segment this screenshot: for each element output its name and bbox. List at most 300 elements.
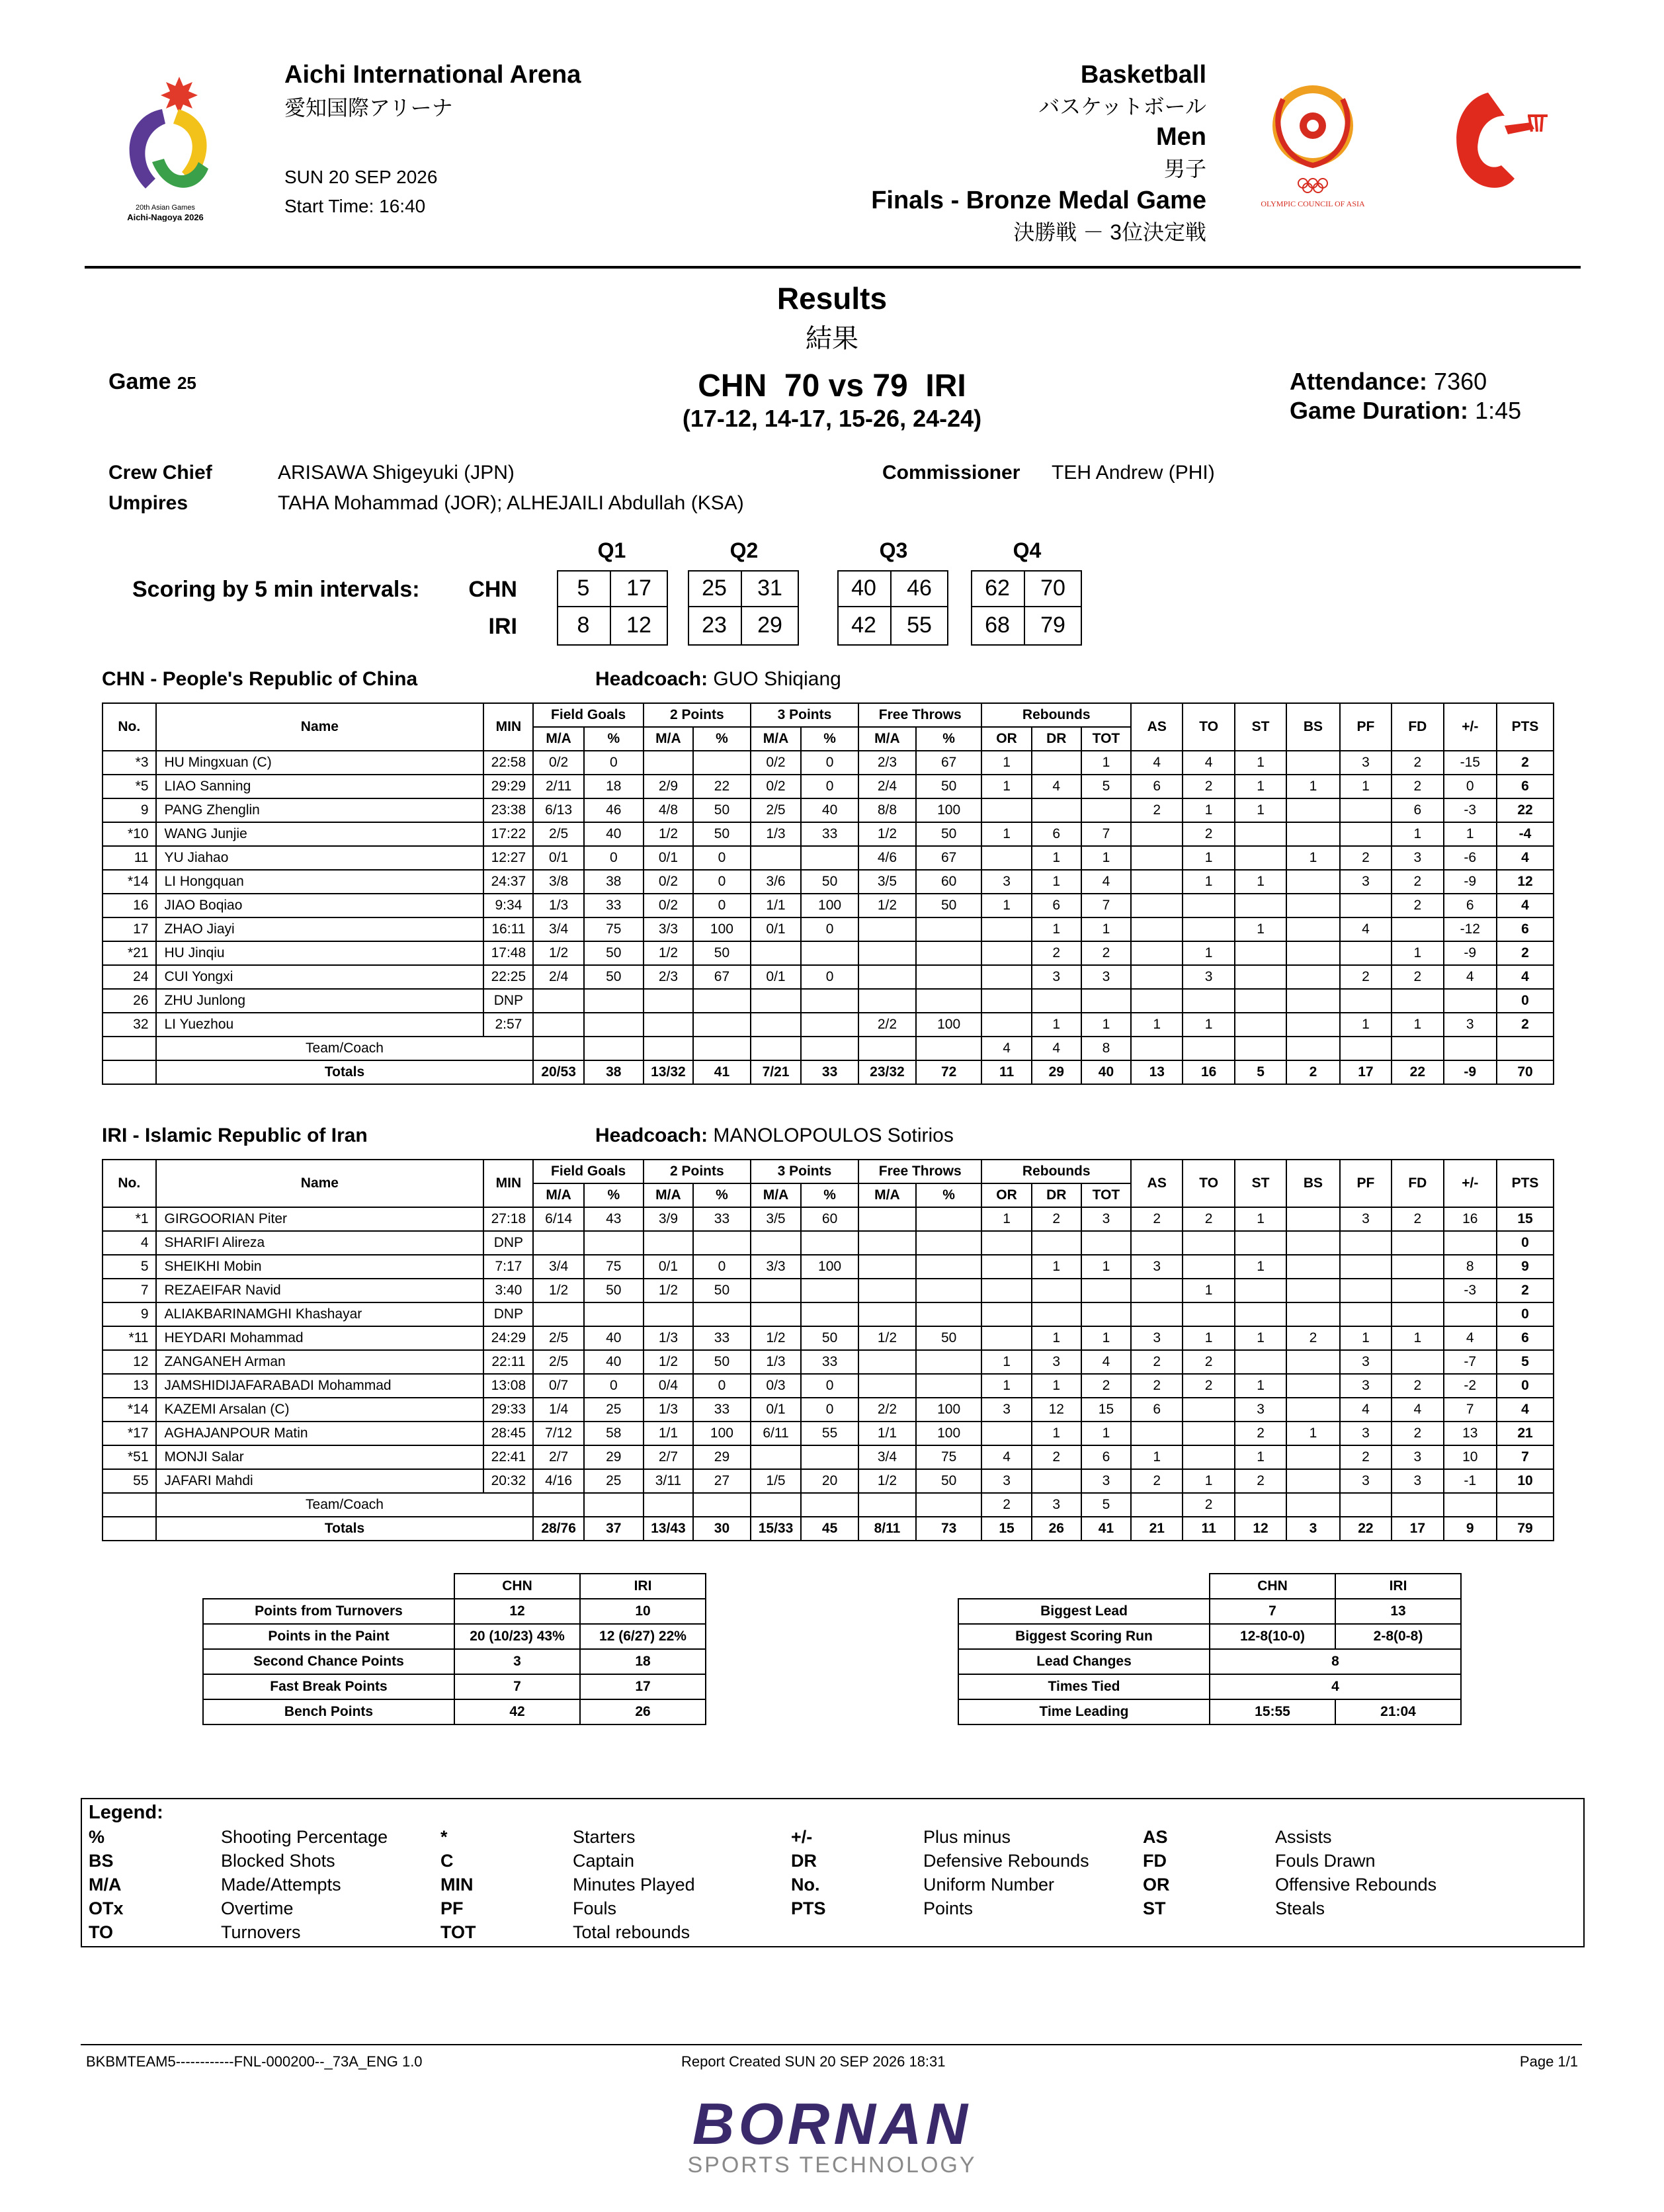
- cell-reb-tot: 1: [1081, 1255, 1131, 1279]
- cell-no: *11: [103, 1326, 156, 1350]
- basketball-pictogram: [1442, 79, 1554, 198]
- cell-st: [1235, 846, 1286, 870]
- cell-reb-dr: 4: [1032, 1037, 1081, 1060]
- page-title-ja: 結果: [806, 324, 858, 353]
- cell-p3-ma: 1/1: [751, 894, 801, 917]
- quarter-label-q4: Q4: [1013, 538, 1042, 562]
- cell-reb-tot: 1: [1081, 846, 1131, 870]
- cell-fg-ma: 3/4: [533, 917, 583, 941]
- totals-row: [103, 1060, 1554, 1084]
- cell-p3-ma: 1/2: [751, 1326, 801, 1350]
- cell-name: LI Yuezhou: [156, 1013, 484, 1037]
- cell-reb-tot: 1: [1081, 1422, 1131, 1445]
- header-no: No.: [103, 703, 156, 751]
- cell-fg-ma: [533, 1037, 583, 1060]
- cell-fd: 2: [1392, 775, 1443, 798]
- cell-st: [1235, 1350, 1286, 1374]
- cell-bs: [1286, 1469, 1340, 1493]
- player-row: [103, 846, 1554, 870]
- cell-st: [1235, 941, 1286, 965]
- cell-fd: 2: [1392, 751, 1443, 775]
- cell-reb-dr: 1: [1032, 1013, 1081, 1037]
- cell-no: 17: [103, 917, 156, 941]
- cell-p2-ma: [644, 1037, 693, 1060]
- cell-as: 4: [1131, 751, 1183, 775]
- summary-header-blank: [958, 1574, 1210, 1599]
- cell-p2-ma: 4/8: [644, 798, 693, 822]
- cell-p2-ma: [644, 1302, 693, 1326]
- cell-min: 3:40: [483, 1279, 533, 1302]
- header-made-attempts: M/A: [533, 727, 583, 751]
- bornan-logo: BORNAN: [692, 2091, 972, 2156]
- cell-fg-ma: 6/14: [533, 1207, 583, 1231]
- cell-bs: [1286, 1374, 1340, 1398]
- summary-label: Points from Turnovers: [203, 1599, 454, 1624]
- cell-bs: [1286, 1398, 1340, 1422]
- cell-p2-ma: 1/3: [644, 1326, 693, 1350]
- player-row: [103, 822, 1554, 846]
- cell-fg-pct: [584, 1013, 644, 1037]
- cell-p3-ma: [751, 846, 801, 870]
- cell-p2-pct: [693, 1231, 751, 1255]
- summary-row: [203, 1674, 706, 1699]
- cell-to: [1183, 989, 1234, 1013]
- umpires-label: Umpires: [108, 492, 188, 514]
- cell-pf: 3: [1340, 1469, 1392, 1493]
- legend-abbr: +/-: [791, 1827, 813, 1847]
- cell-to: 1: [1183, 1013, 1234, 1037]
- summary-value: 13: [1335, 1599, 1461, 1624]
- legend-abbr: ST: [1143, 1898, 1166, 1918]
- legend-abbr: FD: [1143, 1851, 1167, 1871]
- cell-p3-pct: 0: [801, 751, 858, 775]
- cell-reb-or: 2: [981, 1493, 1031, 1517]
- summary-label: Fast Break Points: [203, 1674, 454, 1699]
- duration-value: 1:45: [1475, 397, 1522, 424]
- cell-p2-ma: 0/1: [644, 1255, 693, 1279]
- cell-p3-ma: [751, 1302, 801, 1326]
- header-pf: PF: [1340, 703, 1392, 751]
- legend-abbr: C: [440, 1851, 454, 1871]
- svg-text:OLYMPIC COUNCIL OF ASIA: OLYMPIC COUNCIL OF ASIA: [1261, 199, 1365, 208]
- cell-reb-dr: [1032, 798, 1081, 822]
- summary-label: Bench Points: [203, 1699, 454, 1724]
- header-made-attempts: M/A: [751, 1183, 801, 1207]
- cell-p3-ma: 3/3: [751, 1255, 801, 1279]
- cell-ft-ma: 4/6: [858, 846, 916, 870]
- cell-reb-tot: 4: [1081, 1350, 1131, 1374]
- header-min: MIN: [483, 1160, 533, 1207]
- cell-to: 1: [1183, 798, 1234, 822]
- cell-st: 1: [1235, 1207, 1286, 1231]
- headcoach-iri: [595, 1125, 954, 1147]
- cell-fg-ma: 2/5: [533, 1350, 583, 1374]
- cell-min: 29:33: [483, 1398, 533, 1422]
- interval-team-chn: CHN: [468, 577, 517, 602]
- header-st: ST: [1235, 703, 1286, 751]
- cell-pts: 21: [1497, 1422, 1554, 1445]
- cell-reb-dr: 1: [1032, 870, 1081, 894]
- cell-p3-pct: 0: [801, 917, 858, 941]
- team-coach-row: [103, 1493, 1554, 1517]
- cell-pts: 0: [1497, 1302, 1554, 1326]
- header-free-throws: Free Throws: [858, 1160, 981, 1183]
- cell-p3-ma: 0/2: [751, 775, 801, 798]
- summary-value: 26: [580, 1699, 706, 1724]
- cell-p2-pct: 41: [693, 1060, 751, 1084]
- cell-no: *51: [103, 1445, 156, 1469]
- cell-pts: 6: [1497, 775, 1554, 798]
- cell-p3-pct: [801, 1231, 858, 1255]
- cell-as: 2: [1131, 798, 1183, 822]
- cell-bs: 2: [1286, 1060, 1340, 1084]
- cell-reb-or: [981, 965, 1031, 989]
- cell-ft-pct: 73: [916, 1517, 982, 1541]
- header-3-points: 3 Points: [751, 703, 858, 727]
- interval-value: 5: [577, 575, 590, 601]
- headcoach-label: Headcoach:: [595, 668, 708, 690]
- cell-st: 1: [1235, 751, 1286, 775]
- cell-p2-pct: 0: [693, 846, 751, 870]
- header-pm: +/-: [1444, 703, 1497, 751]
- legend-abbr: BS: [89, 1851, 114, 1871]
- cell-p3-pct: [801, 1037, 858, 1060]
- cell-p3-pct: 0: [801, 1374, 858, 1398]
- summary-row: [958, 1599, 1461, 1624]
- cell-name: PANG Zhenglin: [156, 798, 484, 822]
- cell-name: Team/Coach: [156, 1037, 534, 1060]
- cell-name: MONJI Salar: [156, 1445, 484, 1469]
- cell-reb-or: [981, 1013, 1031, 1037]
- cell-fd: 2: [1392, 965, 1443, 989]
- attendance-value: 7360: [1434, 368, 1487, 395]
- interval-value: 29: [757, 613, 782, 638]
- asian-games-logo: [99, 63, 231, 222]
- cell-reb-dr: [1032, 1469, 1081, 1493]
- cell-plus-minus: 7: [1444, 1398, 1497, 1422]
- summary-value: 21:04: [1335, 1699, 1461, 1724]
- cell-no: 55: [103, 1469, 156, 1493]
- header-2-points: 2 Points: [644, 1160, 751, 1183]
- cell-to: [1183, 917, 1234, 941]
- headcoach-chn: [595, 668, 841, 691]
- cell-st: 1: [1235, 775, 1286, 798]
- cell-p3-ma: [751, 941, 801, 965]
- cell-name: CUI Yongxi: [156, 965, 484, 989]
- player-row: [103, 1469, 1554, 1493]
- cell-to: 2: [1183, 1350, 1234, 1374]
- cell-pts: 2: [1497, 1013, 1554, 1037]
- cell-pts: -4: [1497, 822, 1554, 846]
- header-fd: FD: [1392, 1160, 1443, 1207]
- cell-p3-ma: [751, 1037, 801, 1060]
- cell-no: [103, 1060, 156, 1084]
- cell-fg-pct: 75: [584, 1255, 644, 1279]
- cell-p3-ma: [751, 1445, 801, 1469]
- cell-reb-tot: 7: [1081, 894, 1131, 917]
- cell-reb-or: 1: [981, 822, 1031, 846]
- legend-title: Legend:: [89, 1802, 163, 1823]
- cell-fg-pct: 40: [584, 1326, 644, 1350]
- cell-plus-minus: 3: [1444, 1013, 1497, 1037]
- cell-p2-ma: 1/2: [644, 1279, 693, 1302]
- cell-ft-ma: 2/2: [858, 1013, 916, 1037]
- cell-pts: 9: [1497, 1255, 1554, 1279]
- cell-as: [1131, 846, 1183, 870]
- cell-pf: [1340, 894, 1392, 917]
- cell-as: 13: [1131, 1060, 1183, 1084]
- cell-min: 24:37: [483, 870, 533, 894]
- summary-label: Biggest Lead: [958, 1599, 1210, 1624]
- cell-st: 1: [1235, 1445, 1286, 1469]
- cell-to: 16: [1183, 1060, 1234, 1084]
- cell-ft-ma: 2/2: [858, 1398, 916, 1422]
- header-name: Name: [156, 703, 484, 751]
- cell-st: 5: [1235, 1060, 1286, 1084]
- cell-as: 6: [1131, 1398, 1183, 1422]
- summary-value: 10: [580, 1599, 706, 1624]
- cell-pts: 4: [1497, 894, 1554, 917]
- cell-reb-tot: 5: [1081, 775, 1131, 798]
- cell-min: 12:27: [483, 846, 533, 870]
- cell-reb-or: [981, 989, 1031, 1013]
- gender-ja: 男子: [1163, 157, 1206, 181]
- cell-fg-ma: [533, 1493, 583, 1517]
- legend-desc: Defensive Rebounds: [923, 1851, 1089, 1871]
- cell-plus-minus: 4: [1444, 1326, 1497, 1350]
- cell-no: *10: [103, 822, 156, 846]
- summary-header-blank: [203, 1574, 454, 1599]
- cell-reb-or: [981, 846, 1031, 870]
- cell-fg-pct: 75: [584, 917, 644, 941]
- cell-st: 1: [1235, 1255, 1286, 1279]
- cell-p2-pct: [693, 751, 751, 775]
- header-no: No.: [103, 1160, 156, 1207]
- cell-ft-pct: [916, 1374, 982, 1398]
- cell-ft-pct: [916, 1302, 982, 1326]
- summary-value: 7: [1210, 1599, 1335, 1624]
- cell-no: 9: [103, 1302, 156, 1326]
- cell-bs: [1286, 1013, 1340, 1037]
- cell-plus-minus: -15: [1444, 751, 1497, 775]
- cell-p2-pct: 100: [693, 917, 751, 941]
- cell-fg-ma: 3/4: [533, 1255, 583, 1279]
- cell-p2-ma: 13/43: [644, 1517, 693, 1541]
- legend-abbr: TOT: [440, 1922, 476, 1942]
- cell-fg-ma: 1/3: [533, 894, 583, 917]
- cell-ft-pct: [916, 1493, 982, 1517]
- cell-no: 4: [103, 1231, 156, 1255]
- attendance: [1290, 368, 1487, 396]
- cell-name: ZHAO Jiayi: [156, 917, 484, 941]
- cell-st: 1: [1235, 1374, 1286, 1398]
- summary-label: Times Tied: [958, 1674, 1210, 1699]
- header-st: ST: [1235, 1160, 1286, 1207]
- sport-name-ja: バスケットボール: [1038, 95, 1206, 118]
- cell-pf: 3: [1340, 1350, 1392, 1374]
- cell-min: 28:45: [483, 1422, 533, 1445]
- cell-to: [1183, 1445, 1234, 1469]
- cell-name: KAZEMI Arsalan (C): [156, 1398, 484, 1422]
- interval-team-iri: IRI: [488, 614, 517, 639]
- cell-name: JIAO Boqiao: [156, 894, 484, 917]
- final-score: CHN 70 vs 79 IRI: [698, 368, 966, 404]
- game-date: SUN 20 SEP 2026: [284, 167, 438, 187]
- header-percent: %: [801, 1183, 858, 1207]
- cell-p3-pct: [801, 846, 858, 870]
- cell-plus-minus: 8: [1444, 1255, 1497, 1279]
- cell-no: *5: [103, 775, 156, 798]
- cell-p3-ma: 0/1: [751, 965, 801, 989]
- cell-plus-minus: 6: [1444, 894, 1497, 917]
- cell-reb-tot: [1081, 1231, 1131, 1255]
- cell-p3-pct: [801, 941, 858, 965]
- headcoach-name: MANOLOPOULOS Sotirios: [713, 1125, 954, 1146]
- cell-fg-pct: [584, 989, 644, 1013]
- cell-reb-tot: 8: [1081, 1037, 1131, 1060]
- cell-reb-or: [981, 1326, 1031, 1350]
- cell-fd: [1392, 1037, 1443, 1060]
- cell-reb-or: [981, 917, 1031, 941]
- cell-st: 1: [1235, 917, 1286, 941]
- team-title-chn: CHN - People's Republic of China: [102, 668, 418, 690]
- header-made-attempts: M/A: [751, 727, 801, 751]
- cell-fg-pct: 18: [584, 775, 644, 798]
- cell-ft-ma: [858, 1493, 916, 1517]
- cell-p2-ma: 3/9: [644, 1207, 693, 1231]
- header-to: TO: [1183, 1160, 1234, 1207]
- cell-p3-pct: 40: [801, 798, 858, 822]
- interval-value: 8: [577, 613, 590, 638]
- cell-ft-pct: 50: [916, 894, 982, 917]
- cell-reb-tot: 2: [1081, 941, 1131, 965]
- cell-as: 21: [1131, 1517, 1183, 1541]
- cell-fd: 17: [1392, 1517, 1443, 1541]
- cell-plus-minus: -12: [1444, 917, 1497, 941]
- cell-p2-ma: [644, 751, 693, 775]
- game-number-value: 25: [177, 373, 196, 393]
- summary-row: [958, 1649, 1461, 1674]
- header-dr: DR: [1032, 1183, 1081, 1207]
- cell-fd: 6: [1392, 798, 1443, 822]
- cell-p3-pct: 0: [801, 775, 858, 798]
- cell-to: 2: [1183, 1374, 1234, 1398]
- cell-no: 24: [103, 965, 156, 989]
- cell-fg-ma: 2/7: [533, 1445, 583, 1469]
- cell-reb-dr: 26: [1032, 1517, 1081, 1541]
- cell-name: Totals: [156, 1517, 534, 1541]
- header-tot: TOT: [1081, 1183, 1131, 1207]
- cell-fd: 2: [1392, 870, 1443, 894]
- cell-st: 1: [1235, 798, 1286, 822]
- cell-plus-minus: -1: [1444, 1469, 1497, 1493]
- cell-fg-pct: 33: [584, 894, 644, 917]
- cell-min: 17:22: [483, 822, 533, 846]
- summary-row: [958, 1624, 1461, 1649]
- cell-pts: 4: [1497, 965, 1554, 989]
- header-to: TO: [1183, 703, 1234, 751]
- interval-value: 62: [985, 575, 1010, 601]
- cell-pts: 2: [1497, 1279, 1554, 1302]
- header-as: AS: [1131, 703, 1183, 751]
- cell-p3-ma: 1/3: [751, 822, 801, 846]
- cell-fg-pct: 58: [584, 1422, 644, 1445]
- cell-reb-dr: [1032, 989, 1081, 1013]
- legend-desc: Fouls: [573, 1898, 617, 1918]
- cell-min: 20:32: [483, 1469, 533, 1493]
- legend-abbr: M/A: [89, 1875, 122, 1894]
- cell-st: [1235, 1013, 1286, 1037]
- cell-ft-pct: [916, 1255, 982, 1279]
- cell-no: [103, 1037, 156, 1060]
- legend-abbr: TO: [89, 1922, 114, 1942]
- cell-no: [103, 1493, 156, 1517]
- cell-ft-pct: [916, 1279, 982, 1302]
- cell-fg-ma: 3/8: [533, 870, 583, 894]
- intervals-label: Scoring by 5 min intervals:: [132, 577, 420, 602]
- cell-p2-pct: 0: [693, 870, 751, 894]
- cell-p3-ma: 0/3: [751, 1374, 801, 1398]
- cell-p2-pct: 27: [693, 1469, 751, 1493]
- header-3-points: 3 Points: [751, 1160, 858, 1183]
- cell-plus-minus: [1444, 1302, 1497, 1326]
- cell-pf: 3: [1340, 1207, 1392, 1231]
- cell-fg-ma: 1/4: [533, 1398, 583, 1422]
- cell-fd: 3: [1392, 1469, 1443, 1493]
- cell-fg-pct: 25: [584, 1469, 644, 1493]
- cell-no: 12: [103, 1350, 156, 1374]
- header-made-attempts: M/A: [858, 727, 916, 751]
- cell-ft-ma: [858, 989, 916, 1013]
- cell-as: [1131, 989, 1183, 1013]
- header-percent: %: [916, 1183, 982, 1207]
- cell-reb-dr: 1: [1032, 1255, 1081, 1279]
- report-created: Report Created SUN 20 SEP 2026 18:31: [681, 2053, 946, 2070]
- cell-reb-tot: [1081, 989, 1131, 1013]
- cell-p3-ma: 0/2: [751, 751, 801, 775]
- cell-as: [1131, 1493, 1183, 1517]
- cell-st: [1235, 1279, 1286, 1302]
- cell-p2-ma: 1/2: [644, 941, 693, 965]
- cell-reb-dr: 2: [1032, 941, 1081, 965]
- venue-name-ja: 愛知国際アリーナ: [284, 96, 453, 120]
- cell-ft-ma: [858, 1302, 916, 1326]
- cell-fg-ma: [533, 1013, 583, 1037]
- cell-reb-or: 1: [981, 1350, 1031, 1374]
- interval-value: 23: [702, 613, 727, 638]
- cell-as: [1131, 894, 1183, 917]
- cell-no: *14: [103, 1398, 156, 1422]
- cell-p2-ma: 2/3: [644, 965, 693, 989]
- player-row: [103, 1326, 1554, 1350]
- cell-reb-dr: 1: [1032, 1374, 1081, 1398]
- cell-p3-ma: 6/11: [751, 1422, 801, 1445]
- cell-bs: [1286, 1231, 1340, 1255]
- commissioner-label: Commissioner: [882, 462, 1020, 484]
- cell-name: JAFARI Mahdi: [156, 1469, 484, 1493]
- cell-reb-or: [981, 1422, 1031, 1445]
- legend-desc: Made/Attempts: [221, 1875, 341, 1894]
- cell-min: 13:08: [483, 1374, 533, 1398]
- cell-reb-tot: 40: [1081, 1060, 1131, 1084]
- cell-p2-pct: 50: [693, 822, 751, 846]
- cell-fg-ma: 4/16: [533, 1469, 583, 1493]
- summary-label: Biggest Scoring Run: [958, 1624, 1210, 1649]
- cell-to: [1183, 1037, 1234, 1060]
- legend-desc: Plus minus: [923, 1827, 1011, 1847]
- cell-ft-pct: 67: [916, 751, 982, 775]
- sport-name: Basketball: [1080, 61, 1206, 89]
